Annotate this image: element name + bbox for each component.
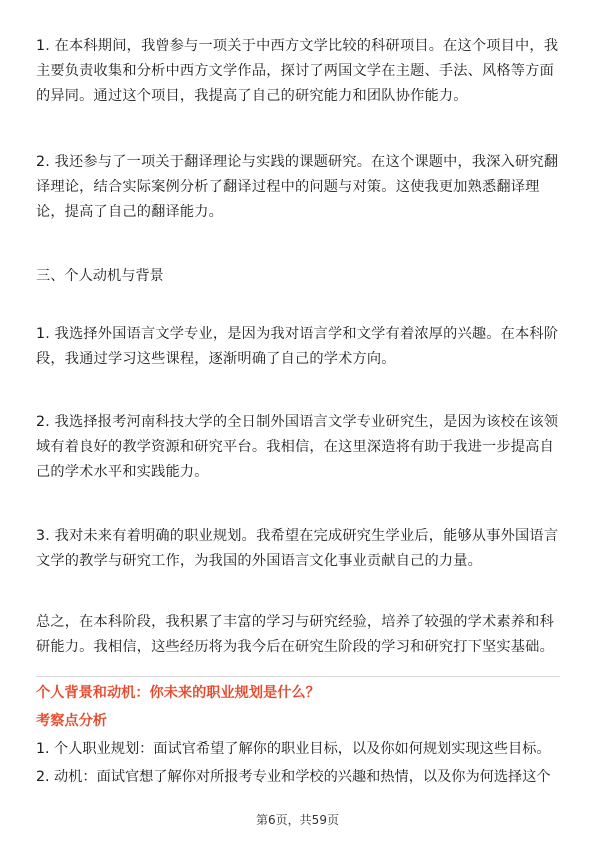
question-title: 个人背景和动机：你未来的职业规划是什么？ <box>36 685 320 701</box>
paragraph-motivation-1: 1. 我选择外国语言文学专业，是因为我对语言学和文学有着浓厚的兴趣。在本科阶段，我通过学习这些课程，逐渐明确了自己的学术方向。 <box>36 326 559 367</box>
paragraph-motivation-2: 2. 我选择报考河南科技大学的全日制外国语言文学专业研究生，是因为该校在该领域有着良好的教学资源和研究平台。我相信，在这里深造将有助于我进一步提高自己的学术水平和实践能力。 <box>36 414 559 480</box>
paragraph-research-project-1: 1. 在本科期间，我曾参与一项关于中西方文学比较的科研项目。在这个项目中，我主要负责收集和分析中西方文学作品，探讨了两国文学在主题、手法、风格等方面的异同。通过这个项目，我提高了自己的研究能力和团队协作能力。 <box>36 38 559 104</box>
section-heading-motivation: 三、个人动机与背景 <box>36 268 164 284</box>
paragraph-summary: 总之，在本科阶段，我积累了丰富的学习与研究经验，培养了较强的学术素养和科研能力。我相信，这些经历将为我今后在研究生阶段的学习和研究打下坚实基础。 <box>36 614 554 655</box>
analysis-point-2: 2. 动机：面试官想了解你对所报考专业和学校的兴趣和热情，以及你为何选择这个 <box>36 769 551 785</box>
analysis-subtitle: 考察点分析 <box>36 713 107 729</box>
paragraph-motivation-3: 3. 我对未来有着明确的职业规划。我希望在完成研究生学业后，能够从事外国语言文学的教学与研究工作，为我国的外国语言文化事业贡献自己的力量。 <box>36 528 559 569</box>
page-footer: 第6页，共59页 <box>256 813 339 827</box>
analysis-point-1: 1. 个人职业规划：面试官希望了解你的职业目标，以及你如何规划实现这些目标。 <box>36 741 551 757</box>
paragraph-research-project-2: 2. 我还参与了一项关于翻译理论与实践的课题研究。在这个课题中，我深入研究翻译理论，结合实际案例分析了翻译过程中的问题与对策。这使我更加熟悉翻译理论，提高了自己的翻译能力。 <box>36 154 559 220</box>
divider <box>36 676 560 677</box>
